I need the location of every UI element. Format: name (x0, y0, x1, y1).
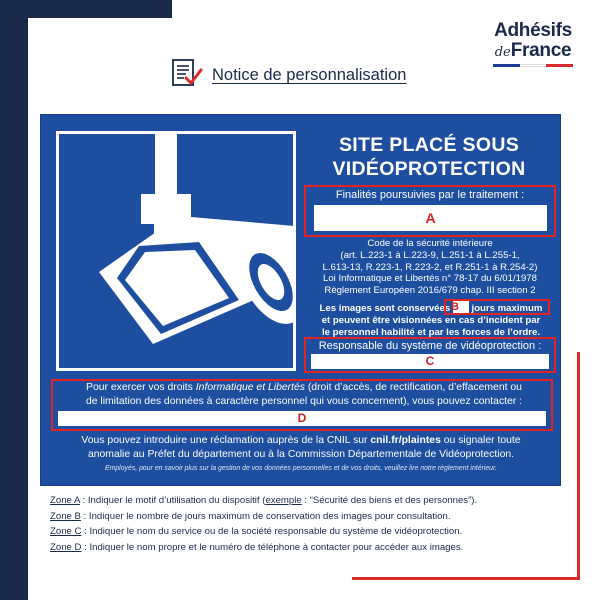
zone-d-letter: D (297, 411, 307, 425)
code-line5: Règlement Européen 2016/679 chap. III section 2 (324, 285, 536, 297)
rights-line2: de limitation des données à caractère personnel qui vous concernent), vous pouvez contacter : (85, 396, 523, 407)
complaint-line1 (51, 434, 551, 448)
tricolor-white (520, 64, 547, 67)
brand-de: de (494, 45, 511, 60)
zone-a-label: Finalités poursuivies par le traitement : (335, 189, 525, 201)
brand-line1: Adhésifs (494, 20, 572, 41)
cnil-link[interactable]: cnil.fr/plaintes (370, 435, 441, 446)
tricolor-blue (493, 64, 520, 67)
sign-title (303, 133, 555, 181)
complaint-part2: ou signaler toute (440, 435, 521, 446)
legend-zone-c: Zone C (50, 526, 82, 538)
red-accent-line-horizontal (352, 577, 580, 580)
document-check-icon (170, 58, 204, 93)
complaint-line2: anomalie au Préfet du département ou à la Commission Départementale de Vidéoprotection. (87, 448, 515, 460)
legend-row-b (50, 509, 570, 525)
legend-text-d: : Indiquer le nom propre et le numéro de téléphone à contacter pour accéder aux images. (81, 541, 464, 553)
zone-b-letter: B (451, 301, 459, 313)
brand-france: France (510, 40, 572, 61)
zone-c-label: Responsable du système de vidéoprotection : (318, 340, 542, 352)
camera-pictogram-frame (56, 131, 296, 371)
legend-zone-b: Zone B (50, 510, 81, 522)
code-line1: Code de la sécurité intérieure (367, 238, 493, 249)
rights-part2: (droit d’accès, de rectification, d’effacement ou (304, 382, 522, 393)
legend-zone-d: Zone D (50, 541, 82, 553)
rights-part1: Pour exercer vos droits (86, 382, 196, 393)
complaint-part1: Vous pouvez introduire une réclamation auprès de la CNIL sur (81, 435, 371, 446)
code-line2: (art. L.223-1 à L.223-9, L.251-1 à L.255-1, (340, 249, 520, 261)
code-line4: Loi Informatique et Libertés n° 78-17 du 6/01/1978 (323, 273, 537, 285)
legend-zone-a: Zone A (50, 495, 80, 506)
legend-row-a (50, 493, 570, 509)
brand-logo (478, 20, 588, 67)
brand-tricolor-bar (493, 64, 573, 67)
rights-line1 (57, 381, 551, 395)
notice-header (170, 58, 406, 93)
zone-a-letter: A (425, 210, 436, 226)
retention-before: Les images sont conservées (319, 303, 451, 314)
retention-line2: et peuvent être visionnées en cas d’incident par (321, 314, 541, 326)
zone-c-letter: C (425, 354, 435, 368)
zone-legend (50, 493, 570, 555)
rights-text (57, 381, 551, 409)
retention-line3: le personnel habilité et par les forces de l’ordre. (321, 326, 541, 338)
sign-title-line1: SITE PLACÉ SOUS (338, 134, 520, 156)
legal-code-text (305, 238, 555, 297)
legend-text-a: : Indiquer le motif d’utilisation du dispositif ( (79, 495, 266, 506)
legend-row-c (50, 524, 570, 540)
legend-text-b: : Indiquer le nombre de jours maximum de conservation des images pour consultation. (80, 510, 451, 522)
legend-row-d (50, 540, 570, 556)
tricolor-red (546, 64, 573, 67)
red-accent-line-vertical (577, 352, 580, 580)
complaint-text (51, 434, 551, 461)
retention-after: jours maximum (471, 303, 543, 314)
legend-text-c: : Indiquer le nom du service ou de la société responsable du système de vidéoprotection. (81, 526, 463, 538)
code-line3: L.613-13, R.223-1, R.223-2, et R.251-1 à R.254-2) (322, 261, 538, 273)
video-surveillance-sign (40, 114, 561, 486)
sign-title-line2: VIDÉOPROTECTION (332, 158, 526, 180)
legend-text-a-end: : “Sécurité des biens et des personnes”). (301, 495, 478, 506)
legend-example: exemple (265, 495, 302, 506)
notice-title: Notice de personnalisation (212, 66, 407, 84)
surveillance-camera-icon (59, 134, 293, 368)
brand-line2 (478, 40, 588, 62)
rights-italic: Informatique et Libertés (195, 382, 305, 393)
small-print: Employés, pour en savoir plus sur la gestion de vos données personnelles et de vos droits, veuillez lire notre règlement intérieur. (105, 465, 497, 472)
